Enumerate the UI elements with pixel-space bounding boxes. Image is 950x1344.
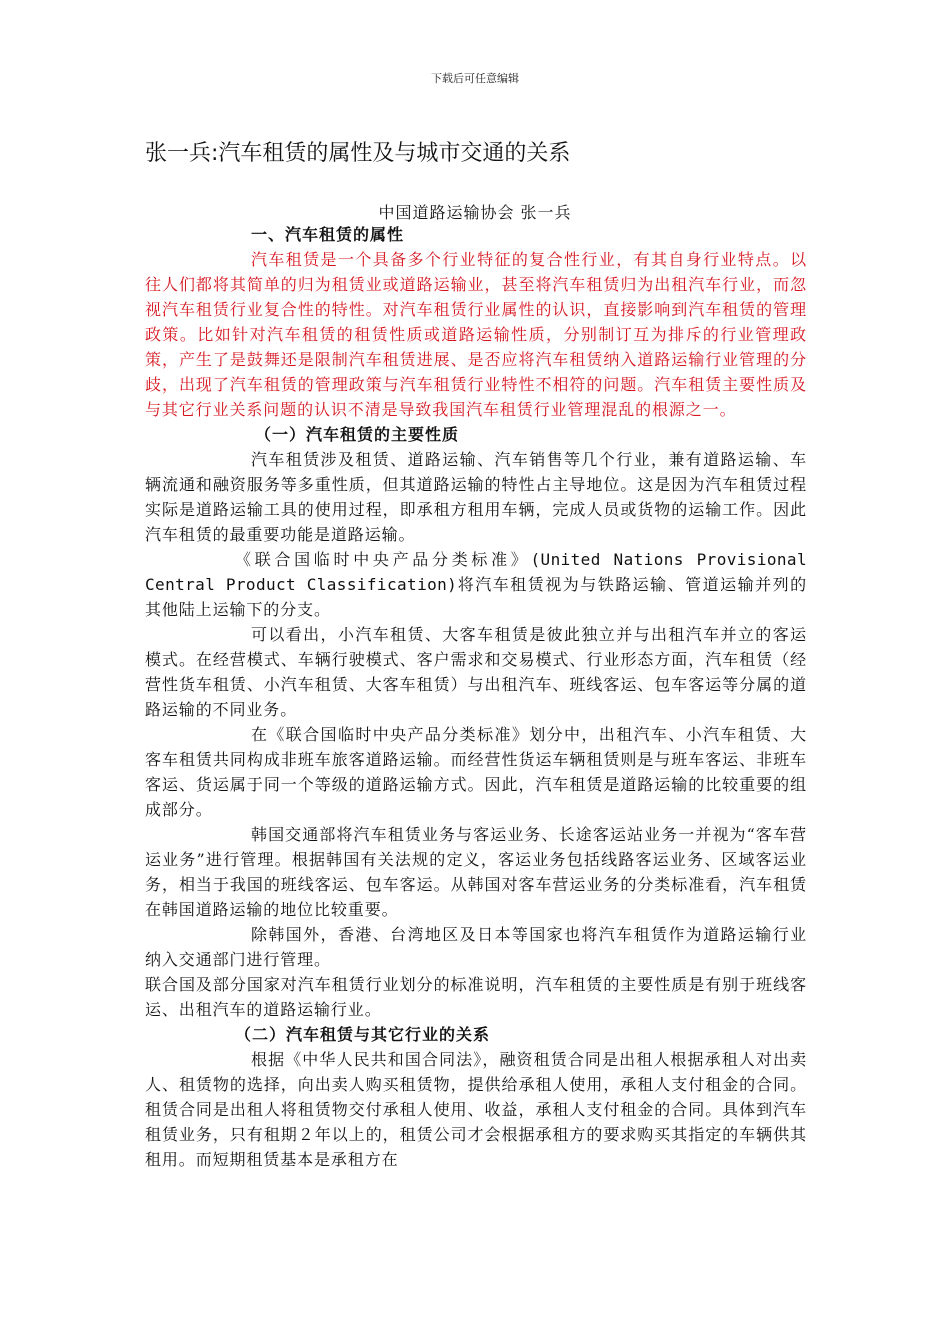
header-note: 下载后可任意编辑 bbox=[431, 72, 519, 85]
section-heading-1: 一、汽车租赁的属性 bbox=[251, 225, 405, 244]
paragraph-contract-law: 根据《中华人民共和国合同法》，融资租赁合同是出租人根据承租人对出卖人、租赁物的选择，向出卖人购买租赁物，提供给承租人使用，承租人支付租金的合同。租赁合同是出租人将租赁物交付承租人使用、收益，承租人支付租金的合同。具体到汽车租赁业务，只有租期２年以上的，租赁公司才会根据承租方的要求购买其指定的车辆供其租用。而短期租赁基本是承租方在 bbox=[145, 1050, 807, 1169]
subsection-heading-2: （二）汽车租赁与其它行业的关系 bbox=[235, 1025, 491, 1044]
paragraph-conclusion: 联合国及部分国家对汽车租赁行业划分的标准说明，汽车租赁的主要性质是有别于班线客运、出租汽车的道路运输行业。 bbox=[145, 975, 807, 1019]
paragraph-korea: 韩国交通部将汽车租赁业务与客运业务、长途客运站业务一并视为“客车营运业务”进行管理。根据韩国有关法规的定义，客运业务包括线路客运业务、区域客运业务，相当于我国的班线客运、包车客运。从韩国对客车营运业务的分类标准看，汽车租赁在韩国道路运输的地位比较重要。 bbox=[145, 825, 807, 919]
intro-paragraph: 汽车租赁是一个具备多个行业特征的复合性行业，有其自身行业特点。以往人们都将其简单的归为租赁业或道路运输业，甚至将汽车租赁归为出租汽车行业，而忽视汽车租赁行业复合性的特性。对汽车租赁行业属性的认识，直接影响到汽车租赁的管理政策。比如针对汽车租赁的租赁性质或道路运输性质，分别制订互为排斥的行业管理政策，产生了是鼓舞还是限制汽车租赁进展、是否应将汽车租赁纳入道路运输行业管理的分歧，出现了汽车租赁的管理政策与汽车租赁行业特性不相符的问题。汽车租赁主要性质及与其它行业关系问题的认识不清是导致我国汽车租赁行业管理混乱的根源之一。 bbox=[145, 250, 807, 419]
un-standard-english: (United Nations Provisional Central Product Classification) bbox=[145, 550, 807, 594]
document-body bbox=[145, 222, 807, 1172]
paragraph-passenger-modes: 可以看出，小汽车租赁、大客车租赁是彼此独立并与出租汽车并立的客运模式。在经营模式、车辆行驶模式、客户需求和交易模式、行业形态方面，汽车租赁（经营性货车租赁、小汽车租赁、大客车租赁）与出租汽车、班线客运、包车客运等分属的道路运输的不同业务。 bbox=[145, 625, 807, 719]
un-standard-name: 《联合国临时中央产品分类标准》 bbox=[235, 550, 531, 569]
paragraph-other-regions: 除韩国外，香港、台湾地区及日本等国家也将汽车租赁作为道路运输行业纳入交通部门进行管理。 bbox=[145, 925, 807, 969]
author-line: 中国道路运输协会 张一兵 bbox=[378, 203, 572, 222]
paragraph-un-division: 在《联合国临时中央产品分类标准》划分中，出租汽车、小汽车租赁、大客车租赁共同构成非班车旅客道路运输。而经营性货运车辆租赁则是与班车客运、非班车客运、货运属于同一个等级的道路运输方式。因此，汽车租赁是道路运输的比较重要的组成部分。 bbox=[145, 725, 807, 819]
document-title: 张一兵:汽车租赁的属性及与城市交通的关系 bbox=[145, 141, 571, 166]
subsection-heading-1: （一）汽车租赁的主要性质 bbox=[255, 425, 460, 444]
paragraph-main-nature: 汽车租赁涉及租赁、道路运输、汽车销售等几个行业，兼有道路运输、车辆流通和融资服务等多重性质，但其道路运输的特性占主导地位。这是因为汽车租赁过程实际是道路运输工具的使用过程，即承租方租用车辆，完成人员或货物的运输工作。因此汽车租赁的最重要功能是道路运输。 bbox=[145, 450, 807, 544]
un-standard-desc: 将汽车租赁视为与铁路运输、管道运输并列的其他陆上运输下的分支。 bbox=[145, 575, 807, 619]
paragraph-un-classification bbox=[145, 547, 807, 622]
